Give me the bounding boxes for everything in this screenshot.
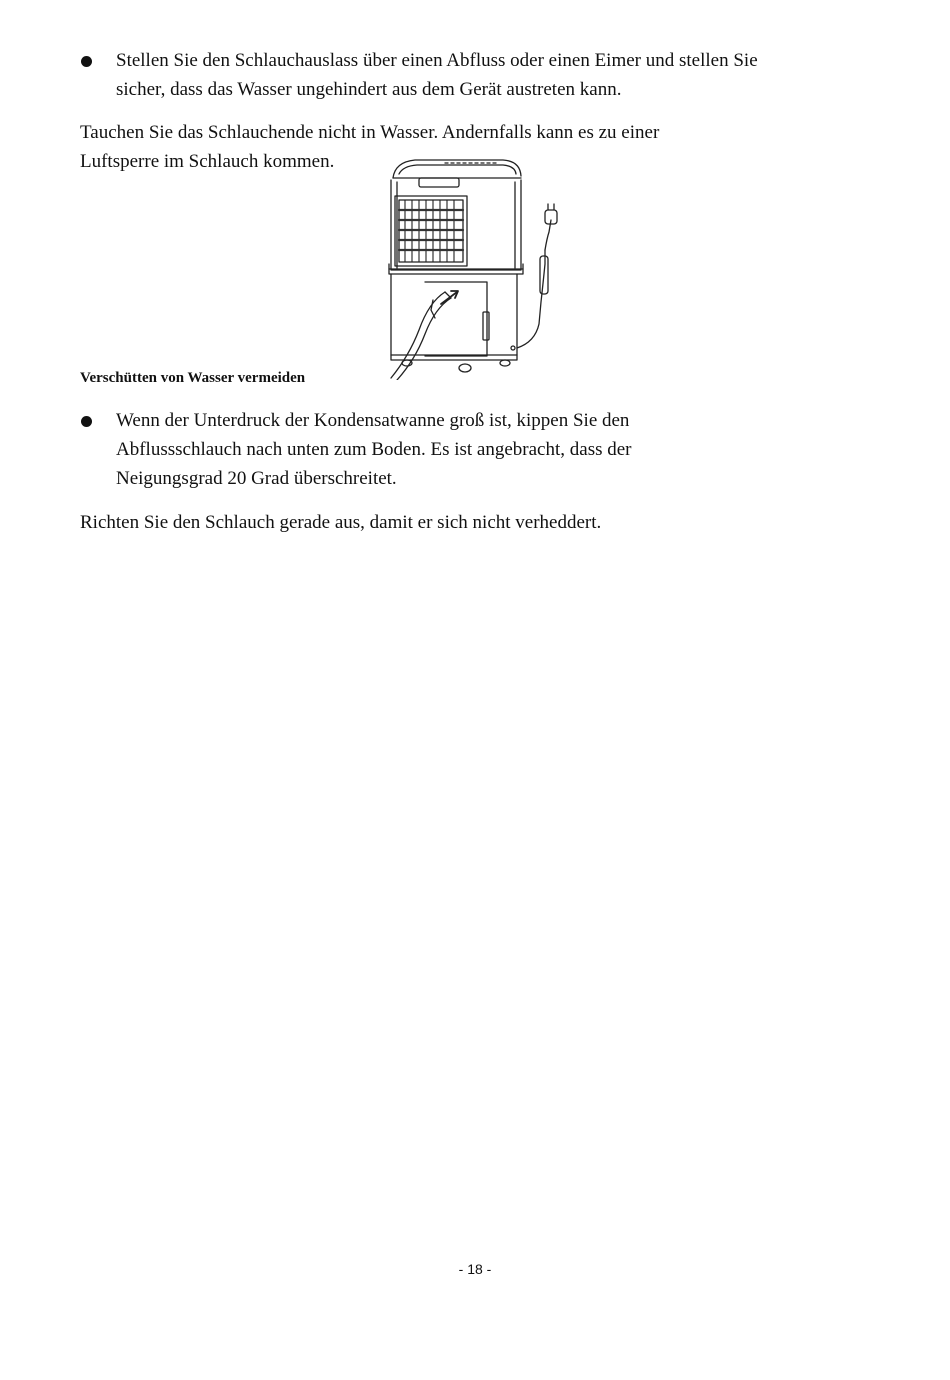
bullet-text-outlet: Stellen Sie den Schlauchauslass über einen Abfluss oder einen Eimer und stellen Sie sicher, dass das Wasser ungehindert aus dem Gerät austreten kann. <box>116 50 758 100</box>
bullet-text-tilt-line2: Abflussschlauch nach unten zum Boden. Es ist angebracht, dass der <box>116 439 632 460</box>
bullet-dot <box>81 56 92 67</box>
bullet-item-tilt <box>80 406 800 493</box>
bullet-text-tilt-line1: Wenn der Unterdruck der Kondensatwanne groß ist, kippen Sie den <box>116 410 630 431</box>
paragraph-hose-end-line1: Tauchen Sie das Schlauchende nicht in Wasser. Andernfalls kann es zu einer <box>80 122 660 143</box>
dehumidifier-illustration-icon <box>385 152 575 380</box>
bullet-text-tilt <box>116 406 800 493</box>
page-number: - 18 - <box>458 1261 492 1277</box>
paragraph-hose-end-line2: Luftsperre im Schlauch kommen. <box>80 151 335 172</box>
bullet-dot <box>81 416 92 427</box>
bullet-text-tilt-line3: Neigungsgrad 20 Grad überschreitet. <box>116 468 397 489</box>
bullet-item-outlet <box>80 46 800 104</box>
figure-caption: Verschütten von Wasser vermeiden <box>80 370 306 386</box>
paragraph-straighten-hose: Richten Sie den Schlauch gerade aus, damit er sich nicht verheddert. <box>80 512 602 533</box>
